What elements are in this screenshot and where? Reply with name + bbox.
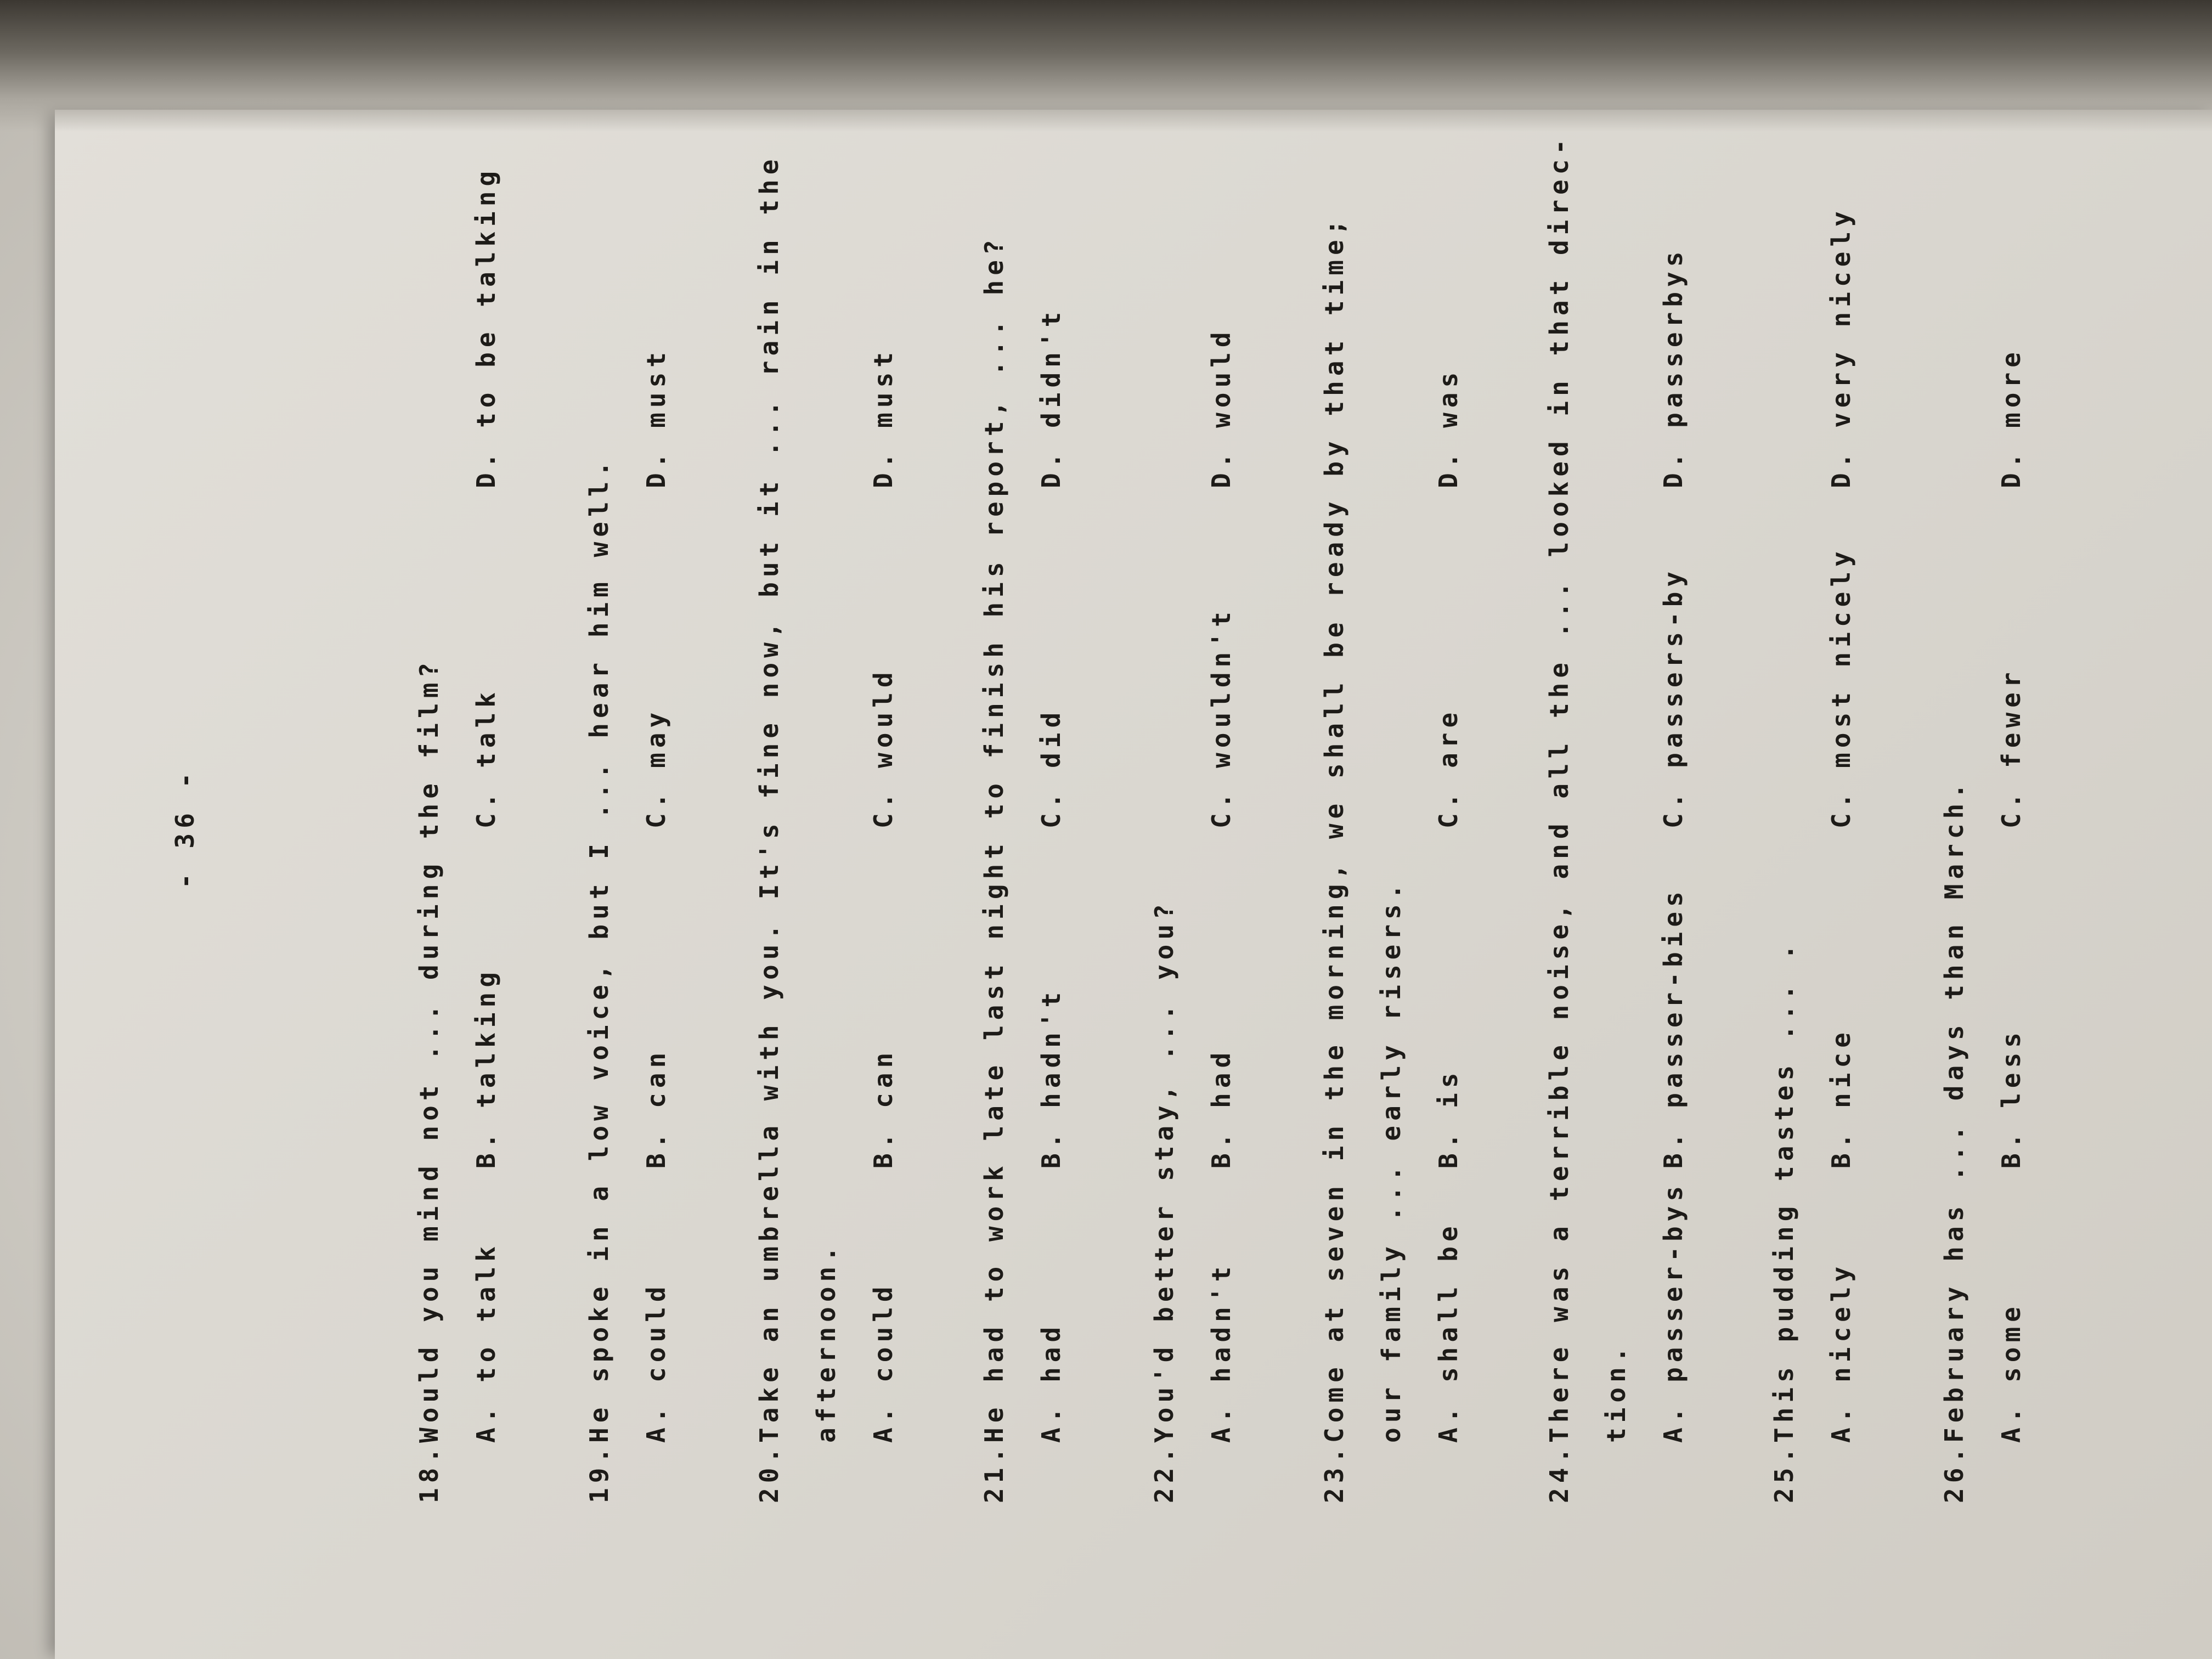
answer-option-a: A. shall be	[1434, 1221, 1463, 1443]
question-number: 18.	[414, 1442, 444, 1503]
answer-options	[628, 77, 685, 1503]
answer-option-d: D. was	[1434, 367, 1463, 488]
question-text: This pudding tastes ... .	[1769, 939, 1799, 1443]
answer-option-c: C. are	[1434, 707, 1463, 828]
answer-option-a: A. had	[1036, 1322, 1066, 1443]
question-text: He had to work late last night to finish his report, ... he?	[979, 235, 1009, 1443]
answer-options	[1193, 77, 1250, 1503]
answer-option-b: B. is	[1434, 1068, 1463, 1169]
answer-option-b: B. can	[641, 1047, 671, 1169]
answer-option-d: D. more	[1996, 347, 2026, 488]
answer-option-c: C. would	[868, 667, 898, 828]
answer-option-a: A. some	[1996, 1302, 2026, 1443]
answer-option-b: B. passer-bies	[1658, 887, 1688, 1169]
answer-option-c: C. wouldn't	[1206, 607, 1236, 828]
answer-option-c: C. did	[1036, 707, 1066, 828]
answer-option-c: C. may	[641, 707, 671, 828]
answer-option-c: C. most nicely	[1826, 546, 1856, 828]
question-text: Come at seven in the morning, we shall be ready by that time;	[1319, 215, 1349, 1443]
question-20	[741, 77, 912, 1503]
question-stem	[1531, 77, 1588, 1503]
question-18	[400, 77, 515, 1503]
answer-option-b: B. less	[1996, 1028, 2026, 1169]
answer-option-c: C. talk	[471, 687, 501, 828]
answer-options	[1645, 77, 1702, 1503]
question-24	[1531, 77, 1702, 1503]
answer-option-c: C. passers-by	[1658, 566, 1688, 828]
answer-options	[1420, 77, 1477, 1503]
question-text: He spoke in a low voice, but I ... hear him well.	[584, 456, 614, 1443]
question-stem	[571, 77, 628, 1503]
question-stem	[1306, 77, 1363, 1503]
answer-option-a: A. could	[641, 1282, 671, 1443]
answer-option-d: D. would	[1206, 327, 1236, 488]
answer-option-c: C. fewer	[1996, 667, 2026, 828]
answer-options	[458, 77, 515, 1503]
answer-option-b: B. hadn't	[1036, 987, 1066, 1169]
question-number: 24.	[1544, 1442, 1574, 1503]
rotated-page-content	[170, 77, 2026, 1503]
answer-option-d: D. passerbys	[1658, 246, 1688, 488]
question-23	[1306, 77, 1477, 1503]
answer-options	[1023, 77, 1080, 1503]
question-number: 26.	[1939, 1442, 1969, 1503]
question-number: 19.	[584, 1442, 614, 1503]
question-stem	[400, 77, 458, 1503]
question-21	[966, 77, 1080, 1503]
question-stem	[741, 77, 798, 1503]
question-25	[1756, 77, 1870, 1503]
answer-option-a: A. could	[868, 1282, 898, 1443]
question-text: Take an umbrella with you. It's fine now, but it ... rain in the	[754, 154, 784, 1443]
answer-options	[1983, 77, 2040, 1503]
answer-option-b: B. nice	[1826, 1028, 1856, 1169]
answer-option-b: B. had	[1206, 1047, 1236, 1169]
question-number: 22.	[1149, 1442, 1179, 1503]
answer-option-d: D. to be talking	[471, 166, 501, 488]
question-number: 21.	[979, 1442, 1009, 1503]
answer-options	[855, 77, 912, 1503]
question-text: There was a terrible noise, and all the ... looked in that direc-	[1544, 134, 1574, 1443]
answer-options	[1813, 77, 1870, 1503]
answer-option-d: D. didn't	[1036, 307, 1066, 488]
answer-option-a: A. to talk	[471, 1242, 501, 1443]
answer-option-a: A. hadn't	[1206, 1261, 1236, 1443]
question-stem	[1756, 77, 1813, 1503]
answer-option-a: A. nicely	[1826, 1261, 1856, 1443]
question-text: February has ... days than March.	[1939, 778, 1969, 1443]
question-number: 20.	[754, 1442, 784, 1503]
question-22	[1136, 77, 1250, 1503]
question-stem	[1136, 77, 1193, 1503]
question-stem	[966, 77, 1023, 1503]
answer-option-b: B. can	[868, 1047, 898, 1169]
question-text: Would you mind not ... during the film?	[414, 657, 444, 1443]
question-26	[1926, 77, 2040, 1503]
answer-option-d: D. must	[641, 347, 671, 488]
page-number: - 36 -	[170, 768, 200, 889]
answer-option-a: A. passer-bys	[1658, 1181, 1688, 1443]
answer-option-b: B. talking	[471, 967, 501, 1169]
question-19	[571, 77, 685, 1503]
question-stem	[1926, 77, 1983, 1503]
question-number: 25.	[1769, 1442, 1799, 1503]
answer-option-d: D. must	[868, 347, 898, 488]
question-text: You'd better stay, ... you?	[1149, 899, 1179, 1443]
question-stem-continuation: afternoon.	[811, 1242, 841, 1443]
question-stem-continuation: our family ... early risers.	[1376, 879, 1406, 1443]
question-number: 23.	[1319, 1442, 1349, 1503]
question-stem-continuation: tion.	[1601, 1342, 1631, 1443]
answer-option-d: D. very nicely	[1826, 206, 1856, 488]
